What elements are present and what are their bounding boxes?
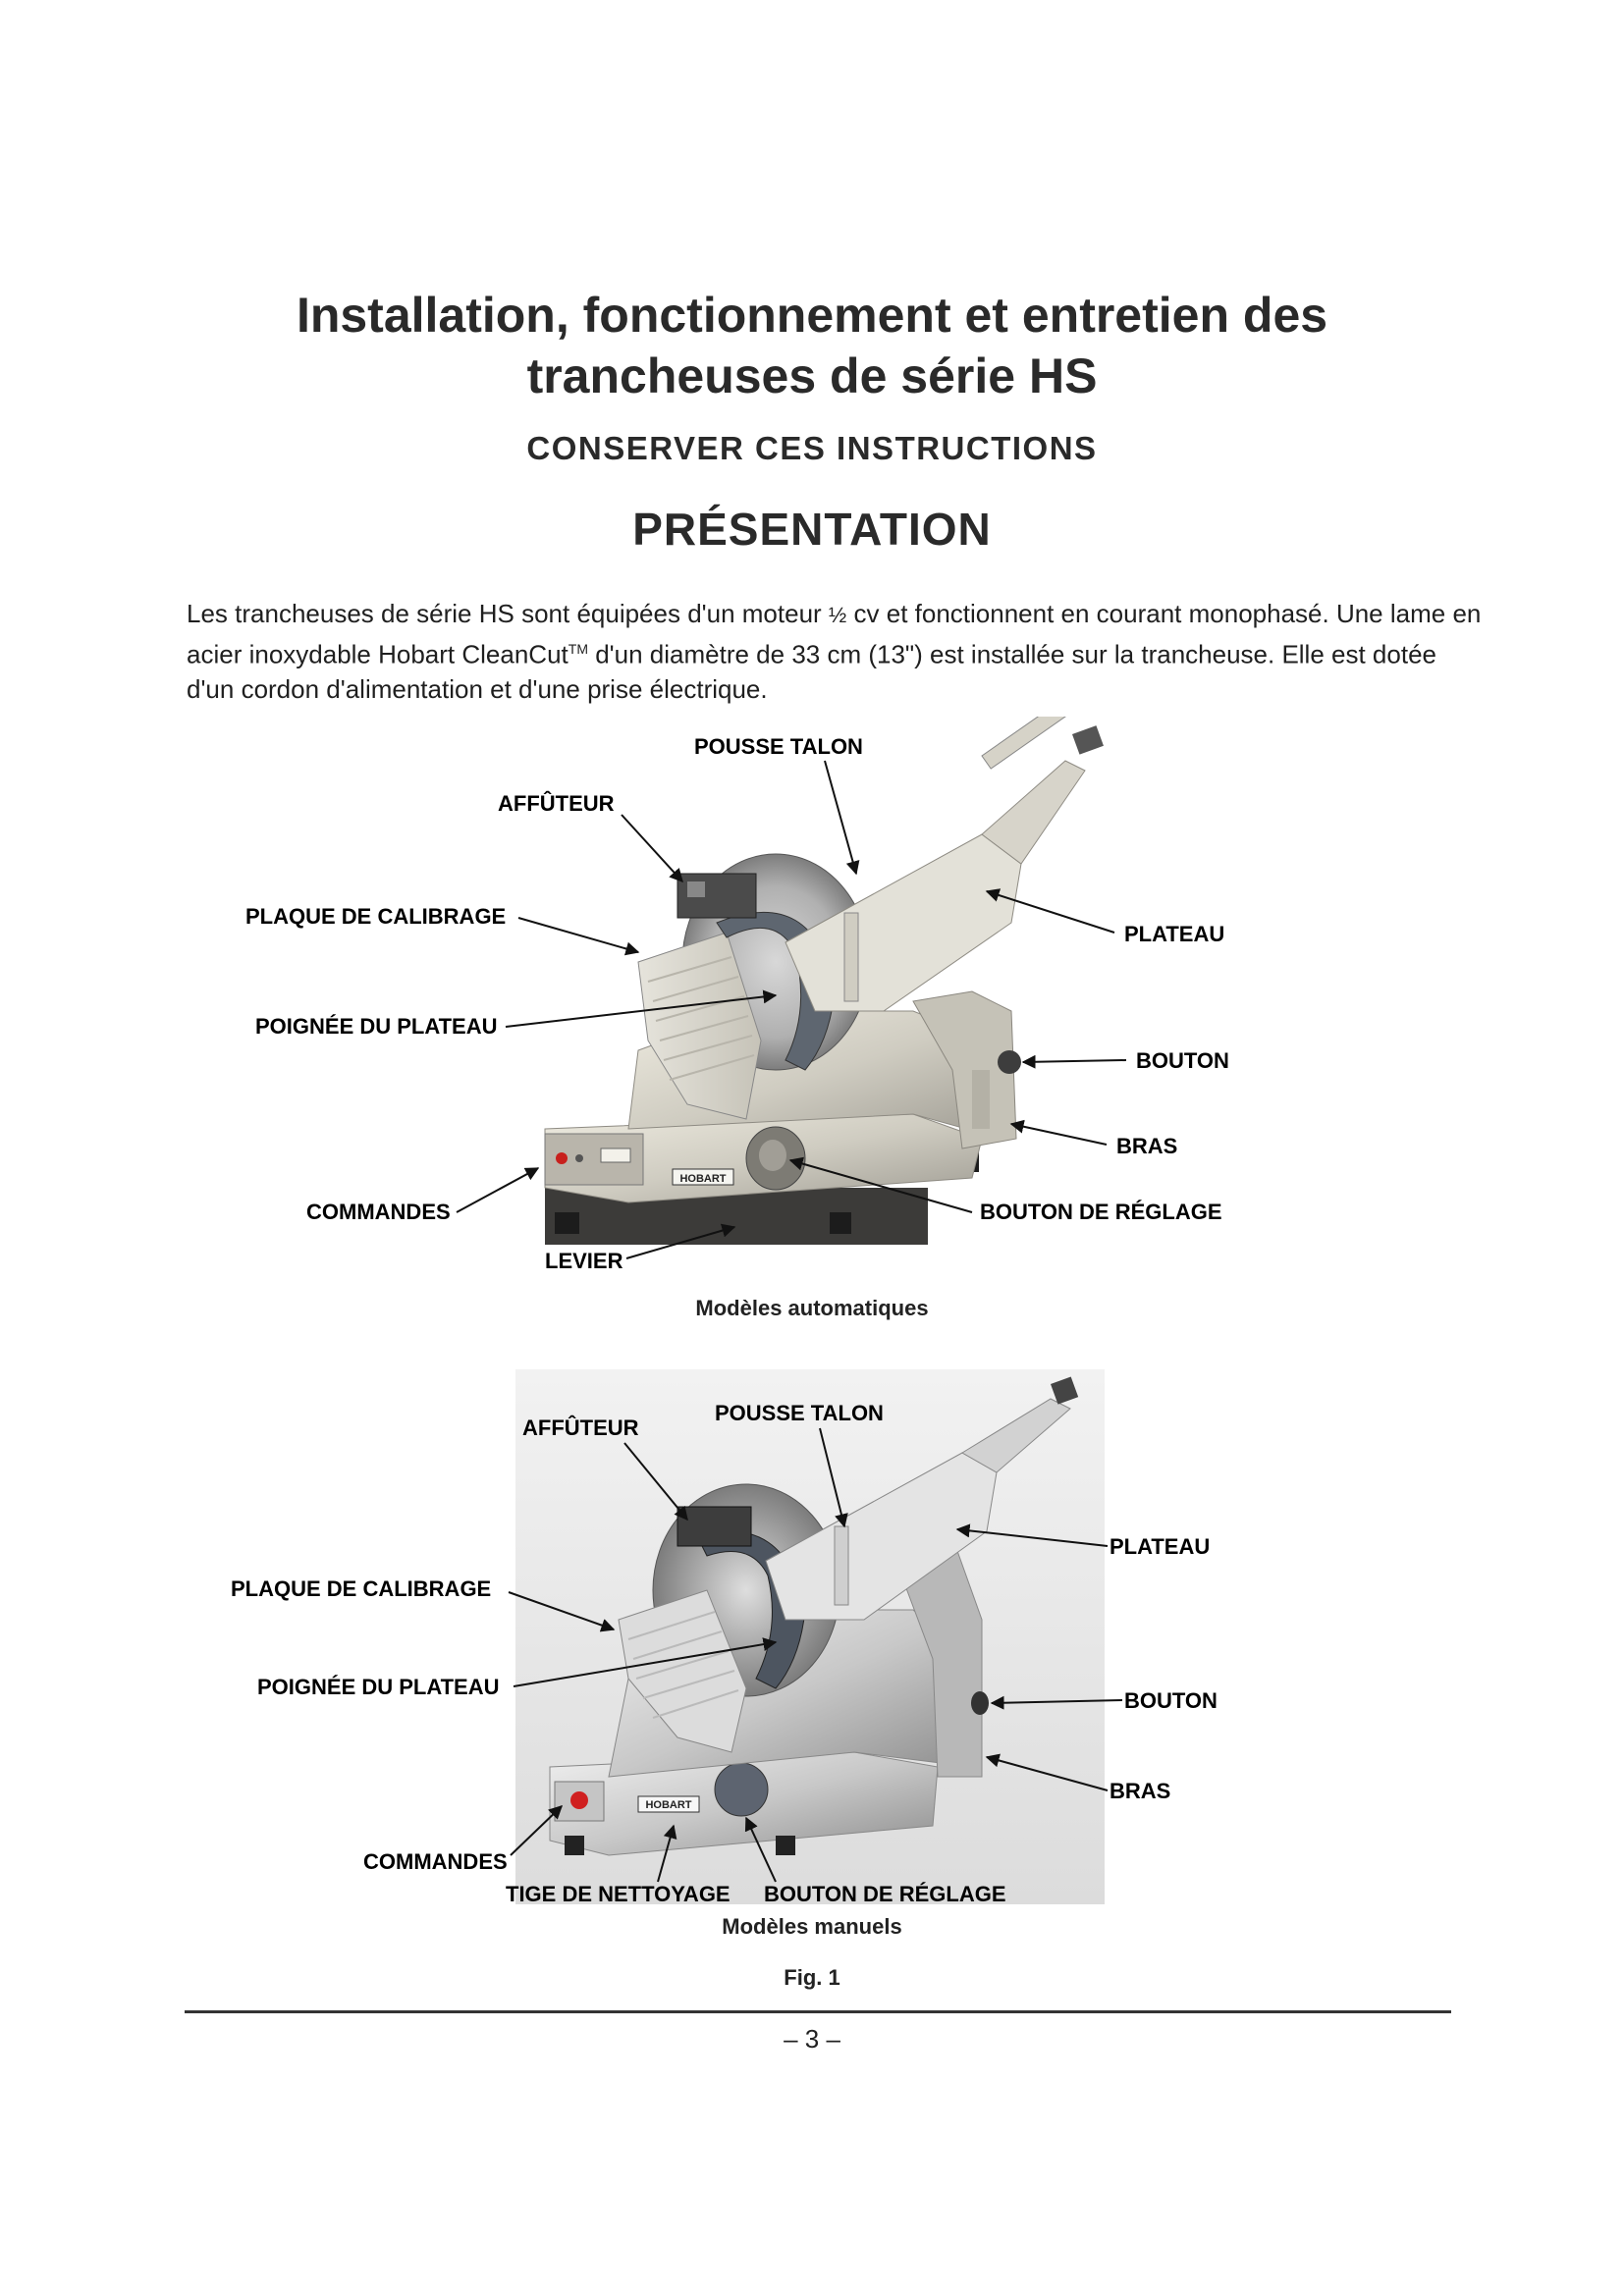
slicer-illustration-auto: [545, 717, 1104, 1245]
label-plaque-calibrage: PLAQUE DE CALIBRAGE: [245, 904, 507, 929]
label-pousse-talon-manual: POUSSE TALON: [715, 1401, 884, 1425]
title-line-2: trancheuses de série HS: [526, 348, 1098, 403]
intro-text-3: d'un diamètre de 33 cm (13") est installée sur la trancheuse. Elle est dotée d'un cordon d'alimentation et d'une prise électrique.: [187, 639, 1436, 704]
label-plaque-calibrage-manual: PLAQUE DE CALIBRAGE: [231, 1576, 492, 1601]
label-plateau-manual: PLATEAU: [1110, 1534, 1211, 1559]
figure-caption: Fig. 1: [784, 1965, 840, 1990]
trademark-mark: TM: [568, 641, 588, 657]
label-affuteur-manual: AFFÛTEUR: [522, 1415, 639, 1440]
caption-automatic: Modèles automatiques: [695, 1296, 929, 1320]
slicer-illustration-manual: [515, 1369, 1105, 1904]
subtitle: CONSERVER CES INSTRUCTIONS: [526, 430, 1098, 466]
brand-plate-auto: HOBART: [679, 1173, 727, 1185]
label-tige-nettoyage: TIGE DE NETTOYAGE: [506, 1882, 731, 1906]
label-affuteur: AFFÛTEUR: [498, 791, 615, 816]
page-number: – 3 –: [784, 2024, 840, 2054]
page-title: [0, 285, 1624, 406]
label-poignee-plateau: POIGNÉE DU PLATEAU: [255, 1014, 498, 1039]
footer-rule: [185, 2010, 1451, 2013]
label-bouton: BOUTON: [1136, 1048, 1229, 1073]
label-poignee-plateau-manual: POIGNÉE DU PLATEAU: [257, 1675, 500, 1699]
label-commandes-manual: COMMANDES: [363, 1849, 508, 1874]
automatic-slicer-figure: [0, 717, 1624, 1325]
label-bouton-reglage: BOUTON DE RÉGLAGE: [980, 1200, 1222, 1224]
intro-paragraph: [187, 597, 1483, 707]
intro-fraction: ½: [828, 603, 847, 627]
label-bras-manual: BRAS: [1110, 1779, 1171, 1803]
label-levier: LEVIER: [545, 1249, 623, 1273]
label-bras: BRAS: [1116, 1134, 1178, 1158]
manual-slicer-figure: [0, 1364, 1624, 1924]
label-bouton-reglage-manual: BOUTON DE RÉGLAGE: [764, 1882, 1006, 1906]
caption-manual: Modèles manuels: [722, 1914, 902, 1939]
label-plateau: PLATEAU: [1124, 922, 1225, 946]
brand-plate-manual: HOBART: [645, 1799, 692, 1811]
intro-text-2: cv et fonctionnent en courant monophasé. Une lame en acier inoxydable Hobart CleanCut: [187, 599, 1482, 669]
label-commandes: COMMANDES: [306, 1200, 451, 1224]
label-bouton-manual: BOUTON: [1124, 1688, 1218, 1713]
title-line-1: Installation, fonctionnement et entretien des: [296, 288, 1328, 343]
intro-text-1: Les trancheuses de série HS sont équipées d'un moteur: [187, 599, 829, 628]
label-pousse-talon: POUSSE TALON: [694, 734, 863, 759]
section-heading: PRÉSENTATION: [632, 504, 992, 555]
